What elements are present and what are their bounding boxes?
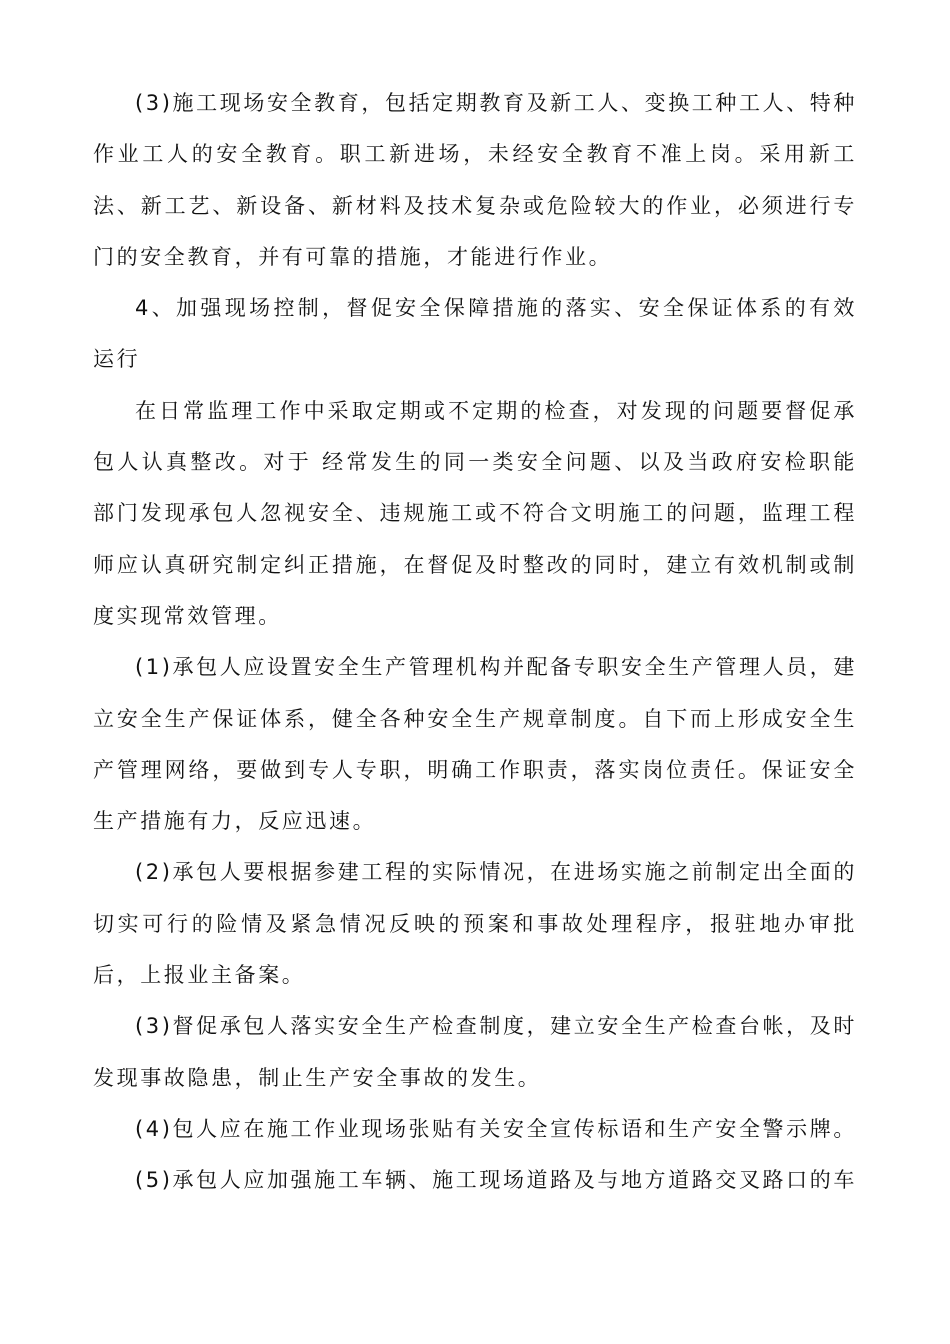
document-body [93,78,857,1207]
paragraph-item-4: (4)包人应在施工作业现场张贴有关安全宣传标语和生产安全警示牌。 [135,1116,857,1141]
paragraph-item-5: (5)承包人应加强施工车辆、施工现场道路及与地方道路交叉路口的车 [135,1168,857,1193]
paragraph-item-1: (1)承包人应设置安全生产管理机构并配备专职安全生产管理人员，建立安全生产保证体系，健全各种安全生产规章制度。自下而上形成安全生产管理网络，要做到专人专职，明确工作职责，落实岗位责任。保证安全生产措施有力，反应迅速。 [93,655,857,834]
section-heading-site-control: 4、加强现场控制，督促安全保障措施的落实、安全保证体系的有效运行 [93,296,857,372]
paragraph-daily-supervision: 在日常监理工作中采取定期或不定期的检查，对发现的问题要督促承包人认真整改。对于 经常发生的同一类安全问题、以及当政府安检职能部门发现承包人忽视安全、违规施工或不符合文明施工的问题，监理工程师应认真研究制定纠正措施，在督促及时整改的同时，建立有效机制或制度实现常效管理。 [93,398,857,628]
paragraph-item-2: (2)承包人要根据参建工程的实际情况，在进场实施之前制定出全面的切实可行的险情及紧急情况反映的预案和事故处理程序，报驻地办审批后，上报业主备案。 [93,860,857,988]
paragraph-item-3: (3)督促承包人落实安全生产检查制度，建立安全生产检查台帐，及时发现事故隐患，制止生产安全事故的发生。 [93,1014,857,1090]
paragraph-safety-education: (3)施工现场安全教育，包括定期教育及新工人、变换工种工人、特种作业工人的安全教育。职工新进场，未经安全教育不准上岗。采用新工法、新工艺、新设备、新材料及技术复杂或危险较大的作业，必须进行专门的安全教育，并有可靠的措施，才能进行作业。 [93,91,857,269]
